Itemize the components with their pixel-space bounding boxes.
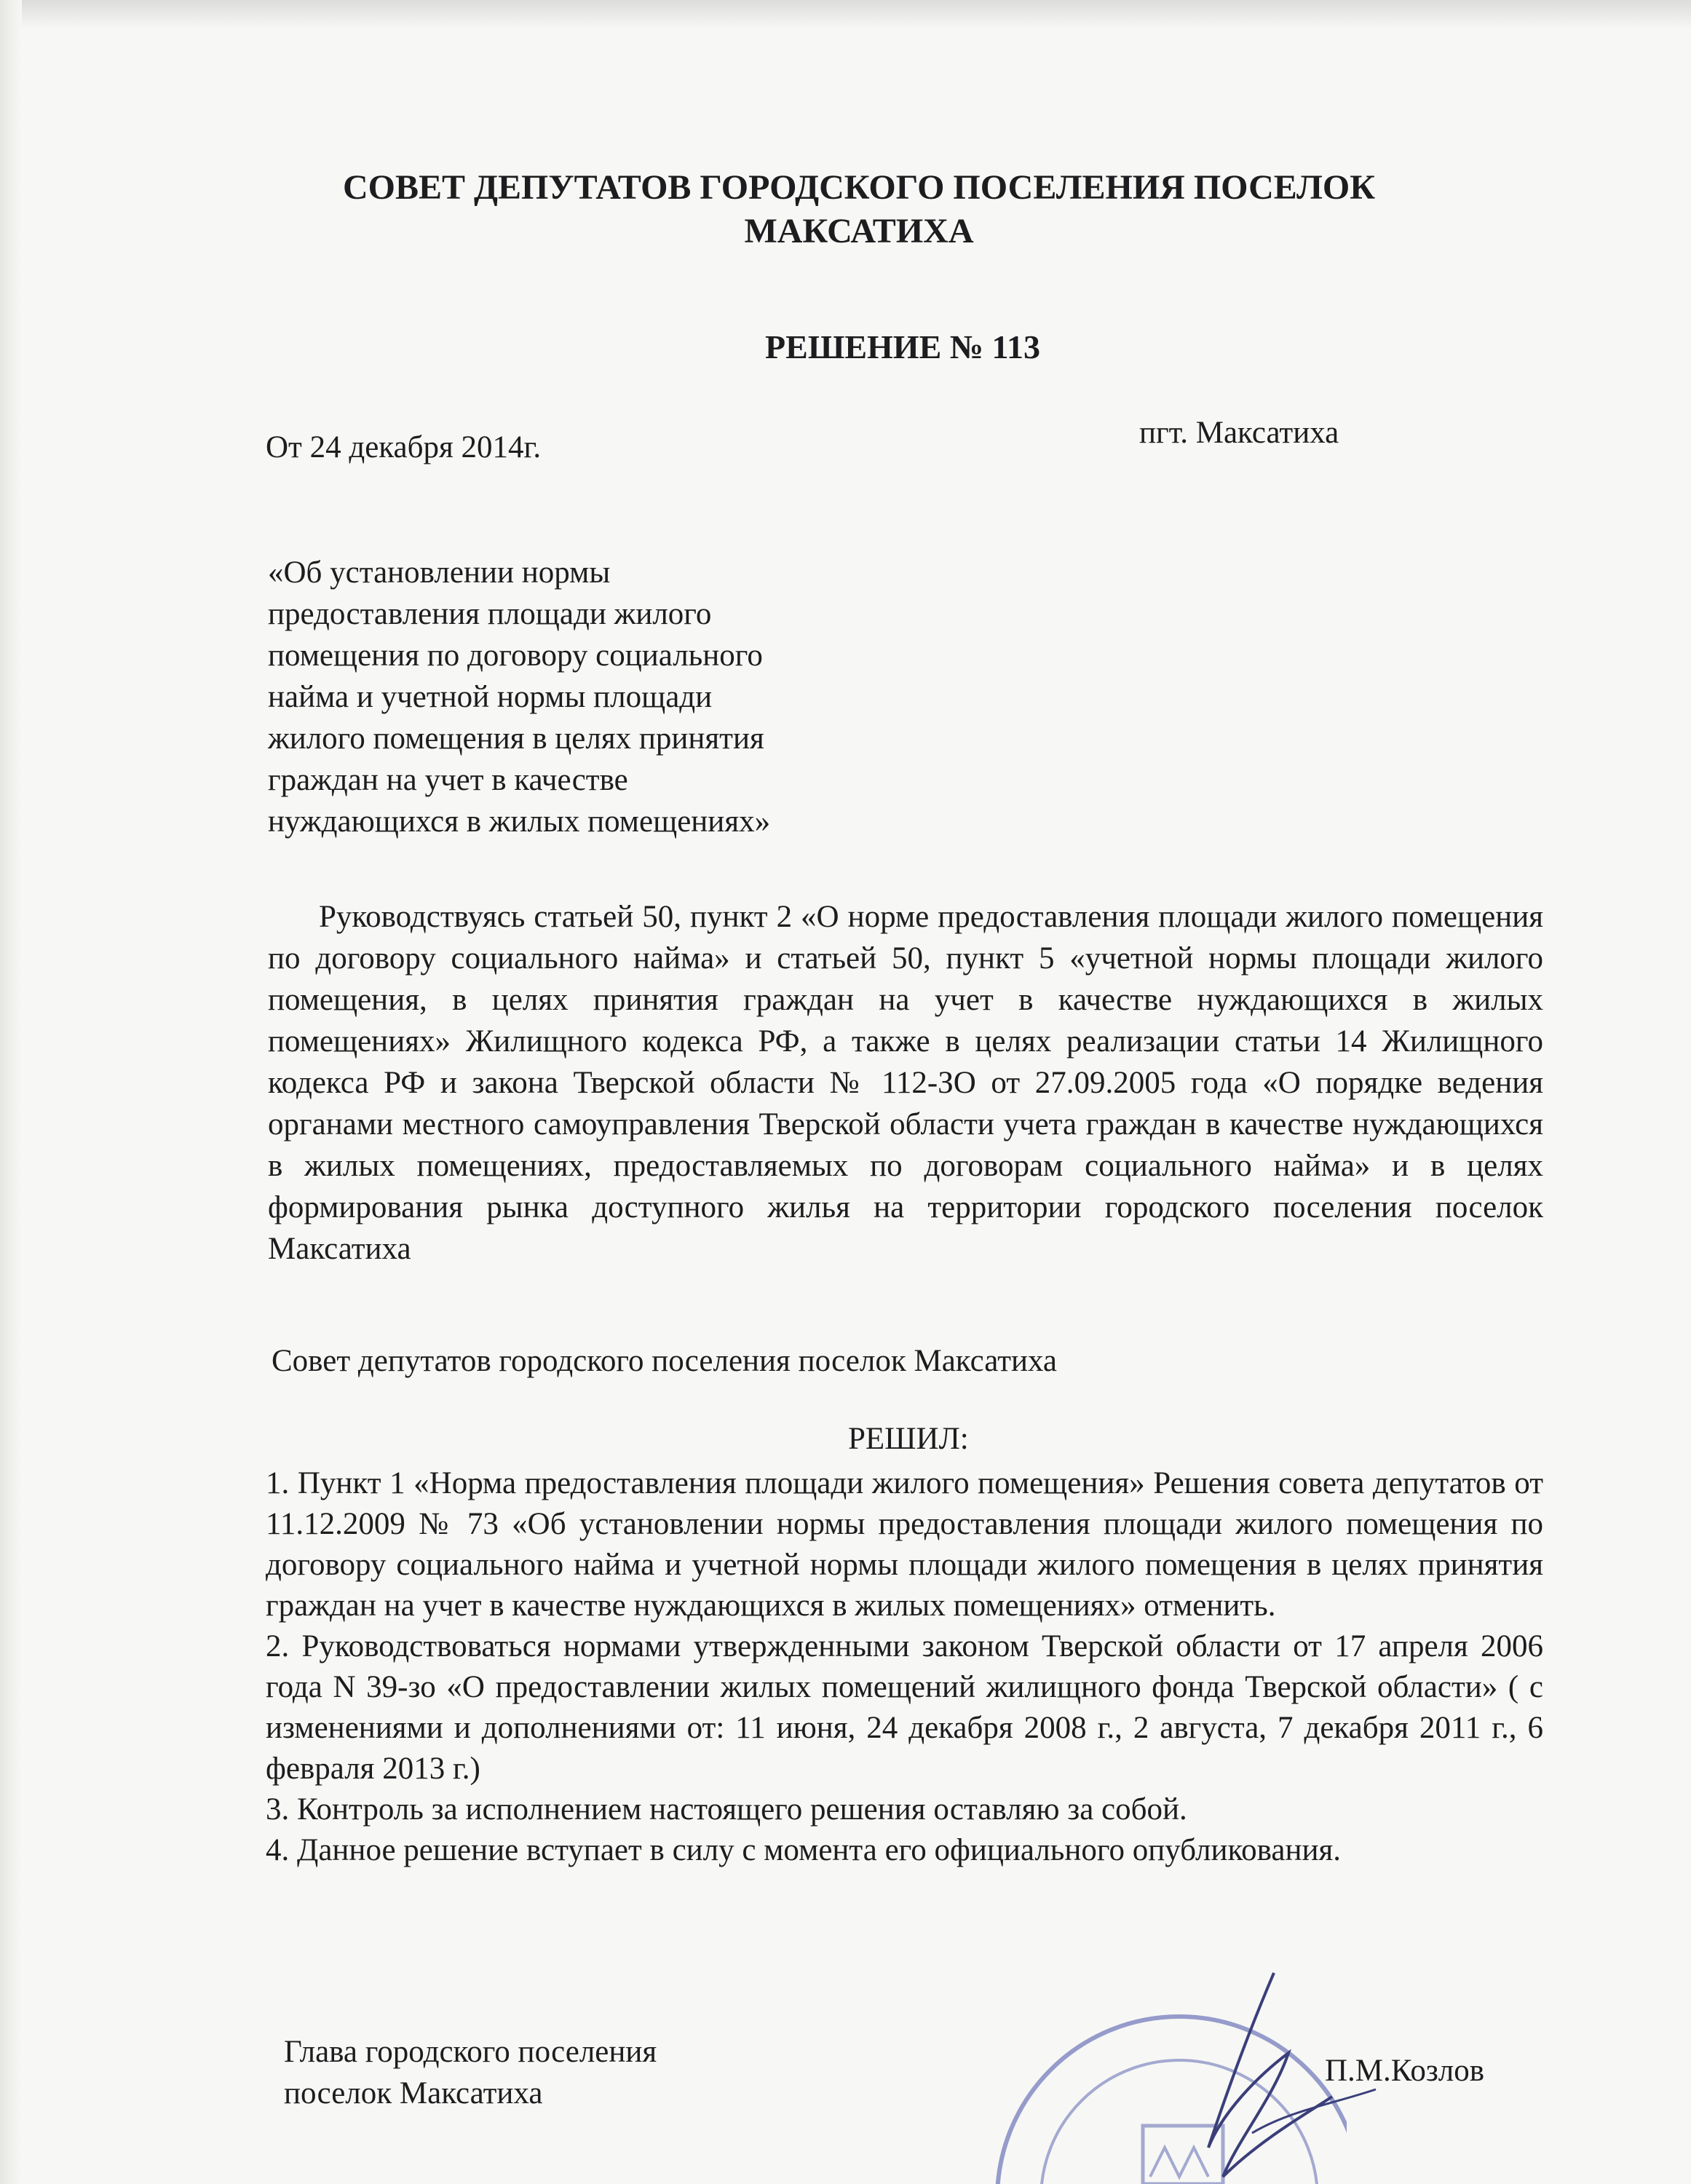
council-header	[218, 166, 1500, 253]
signatory-title	[284, 2031, 657, 2114]
council-name: Совет депутатов городского поселения поселок Максатиха	[272, 1344, 1058, 1378]
decision-subject	[268, 552, 908, 842]
scan-shadow-top	[0, 0, 1691, 29]
decision-number: РЕШЕНИЕ № 113	[765, 328, 1040, 365]
resolution-items	[266, 1463, 1543, 1871]
subject-line: жилого помещения в целях принятия	[268, 721, 764, 756]
header-line-1: СОВЕТ ДЕПУТАТОВ ГОРОДСКОГО ПОСЕЛЕНИЯ ПОСЕЛОК	[342, 168, 1376, 207]
header-line-2: МАКСАТИХА	[744, 212, 974, 250]
signatory-title-line-1: Глава городского поселения	[284, 2035, 657, 2069]
resolution-item: 3. Контроль за исполнением настоящего решения оставляю за собой.	[266, 1792, 1187, 1827]
subject-line: нуждающихся в жилых помещениях»	[268, 804, 771, 839]
subject-line: найма и учетной нормы площади	[268, 680, 713, 714]
signatory-name: П.М.Козлов	[1325, 2054, 1485, 2088]
subject-line: «Об установлении нормы	[268, 555, 611, 590]
scan-shadow-left	[0, 0, 22, 2184]
subject-line: граждан на учет в качестве	[268, 763, 628, 797]
decision-place: пгт. Максатиха	[1139, 416, 1339, 450]
decision-date: От 24 декабря 2014г.	[266, 430, 542, 464]
resolution-item: 1. Пункт 1 «Норма предоставления площади жилого помещения» Решения совета депутатов от 11.12.2009 № 73 «Об установлении нормы предоставления площади жилого помещения по договору социального найма и учетной нормы площади жилого помещения в целях принятия граждан на учет в качестве нуждающихся в жилых помещениях» отменить.	[266, 1466, 1543, 1623]
signatory-title-line-2: поселок Максатиха	[284, 2076, 543, 2110]
resolved-heading: РЕШИЛ:	[848, 1422, 969, 1456]
subject-line: предоставления площади жилого	[268, 597, 712, 631]
resolution-item: 4. Данное решение вступает в силу с момента его официального опубликования.	[266, 1833, 1342, 1867]
subject-line: помещения по договору социального	[268, 638, 763, 673]
preamble-paragraph: Руководствуясь статьей 50, пункт 2 «О норме предоставления площади жилого помещения по договору социального найма» и статьей 50, пункт 5 «учетной нормы площади жилого помещения, в целях принятия граждан на учет в качестве нуждающихся в жилых помещениях» Жилищного кодекса РФ, а также в целях реализации статьи 14 Жилищного кодекса РФ и закона Тверской области № 112-ЗО от 27.09.2005 года «О порядке ведения органами местного самоуправления Тверской области учета граждан в качестве нуждающихся в жилых помещениях, предоставляемых по договорам социального найма» и в целях формирования рынка доступного жилья на территории городского поселения поселок Максатиха	[268, 900, 1543, 1266]
resolution-item: 2. Руководствоваться нормами утвержденными законом Тверской области от 17 апреля 2006 года N 39-зо «О предоставлении жилых помещений жилищного фонда Тверской области» ( с изменениями и дополнениями от: 11 июня, 24 декабря 2008 г., 2 августа, 7 декабря 2011 г., 6 февраля 2013 г.)	[266, 1629, 1543, 1786]
